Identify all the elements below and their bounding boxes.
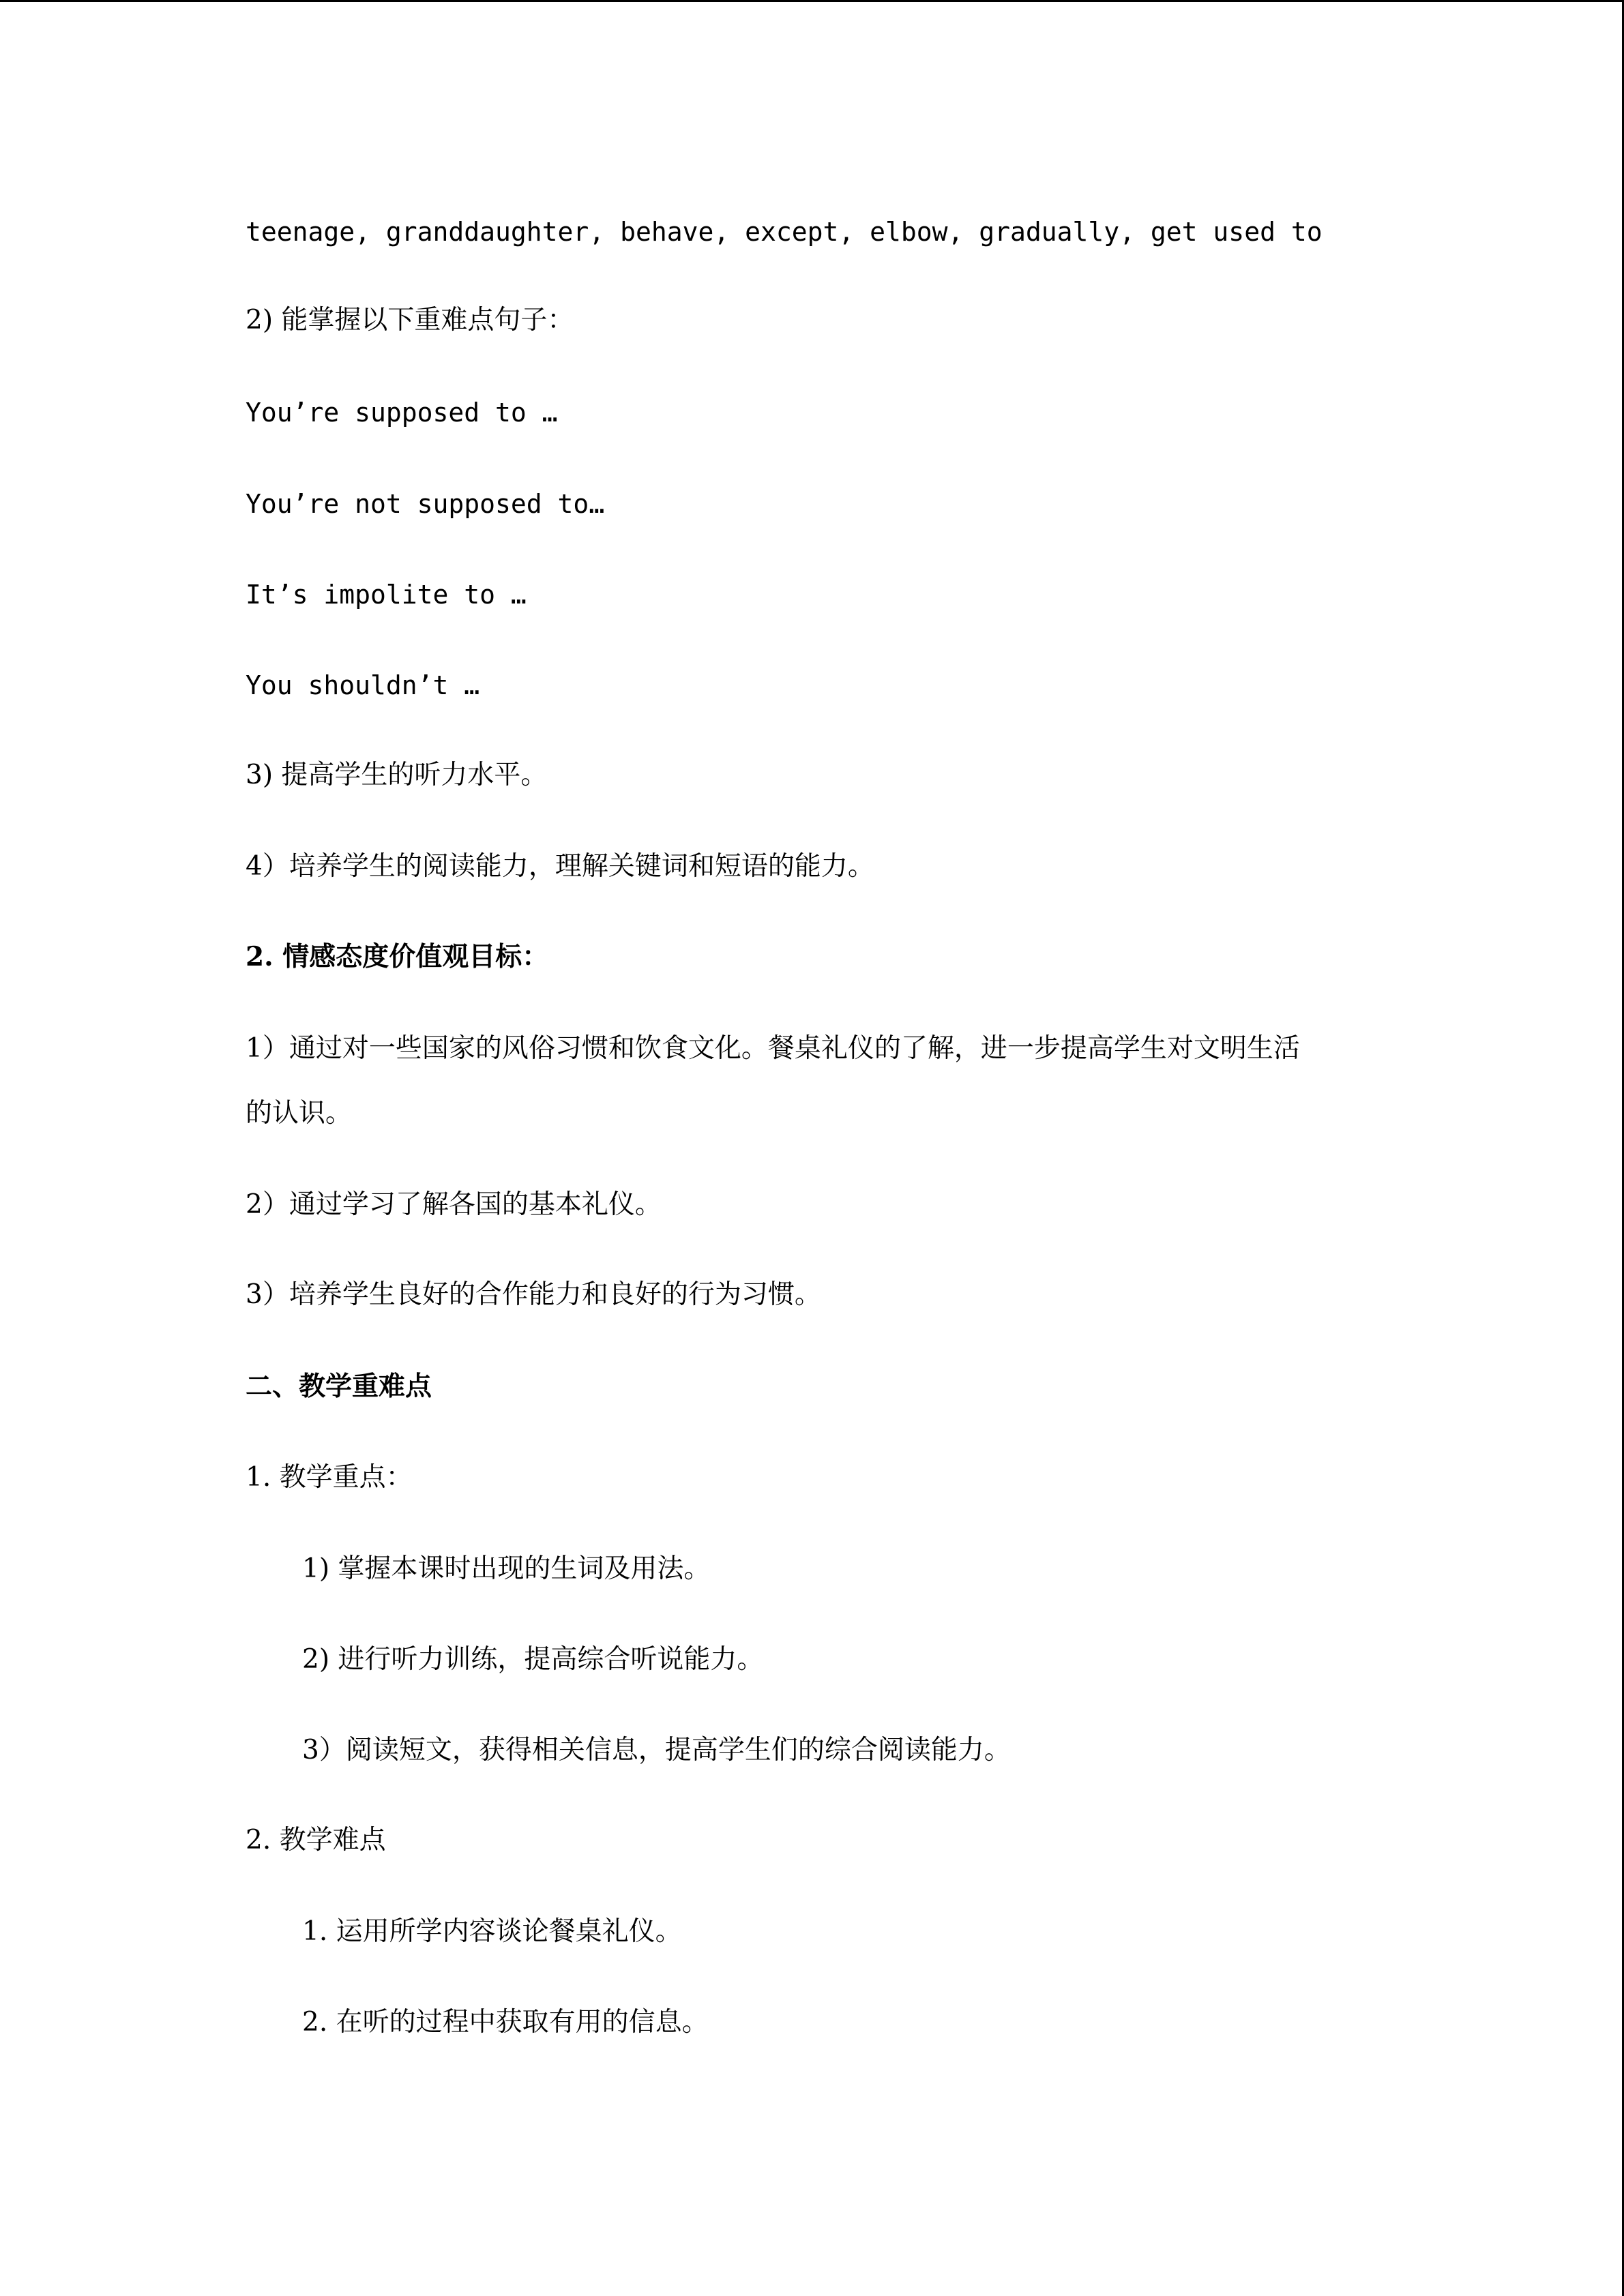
emotional-goal-3: 3）培养学生良好的合作能力和良好的行为习惯。 — [246, 1279, 821, 1310]
objective-item-3: 3) 提高学生的听力水平。 — [246, 760, 548, 790]
teaching-focus-2: 2) 进行听力训练，提高综合听说能力。 — [302, 1644, 764, 1675]
subheading-teaching-difficulties: 2. 教学难点 — [246, 1825, 386, 1855]
teaching-focus-1: 1) 掌握本课时出现的生词及用法。 — [302, 1553, 711, 1584]
sentence-pattern-4: You shouldn’t … — [246, 670, 480, 700]
sentence-pattern-1: You’re supposed to … — [246, 398, 558, 428]
subheading-teaching-focus: 1. 教学重点： — [246, 1462, 413, 1493]
section-heading-emotional-goals: 2. 情感态度价值观目标： — [246, 941, 549, 972]
teaching-difficulty-1: 1. 运用所学内容谈论餐桌礼仪。 — [302, 1916, 682, 1947]
teaching-difficulty-2: 2. 在听的过程中获取有用的信息。 — [302, 2007, 709, 2038]
emotional-goal-2: 2）通过学习了解各国的基本礼仪。 — [246, 1189, 662, 1220]
teaching-focus-3: 3）阅读短文，获得相关信息，提高学生们的综合阅读能力。 — [302, 1735, 1011, 1765]
objective-item-4: 4）培养学生的阅读能力，理解关键词和短语的能力。 — [246, 851, 874, 882]
sentence-pattern-3: It’s impolite to … — [246, 580, 527, 610]
sentence-pattern-2: You’re not supposed to… — [246, 489, 605, 519]
objective-item-2: 2) 能掌握以下重难点句子： — [246, 305, 574, 336]
section-heading-key-points: 二、教学重难点 — [246, 1371, 432, 1402]
vocabulary-line: teenage, granddaughter, behave, except, elbow, gradually, get used to — [246, 217, 1323, 247]
emotional-goal-1-continued: 的认识。 — [246, 1098, 353, 1129]
emotional-goal-1: 1）通过对一些国家的风俗习惯和饮食文化。餐桌礼仪的了解，进一步提高学生对文明生活 — [246, 1033, 1300, 1064]
